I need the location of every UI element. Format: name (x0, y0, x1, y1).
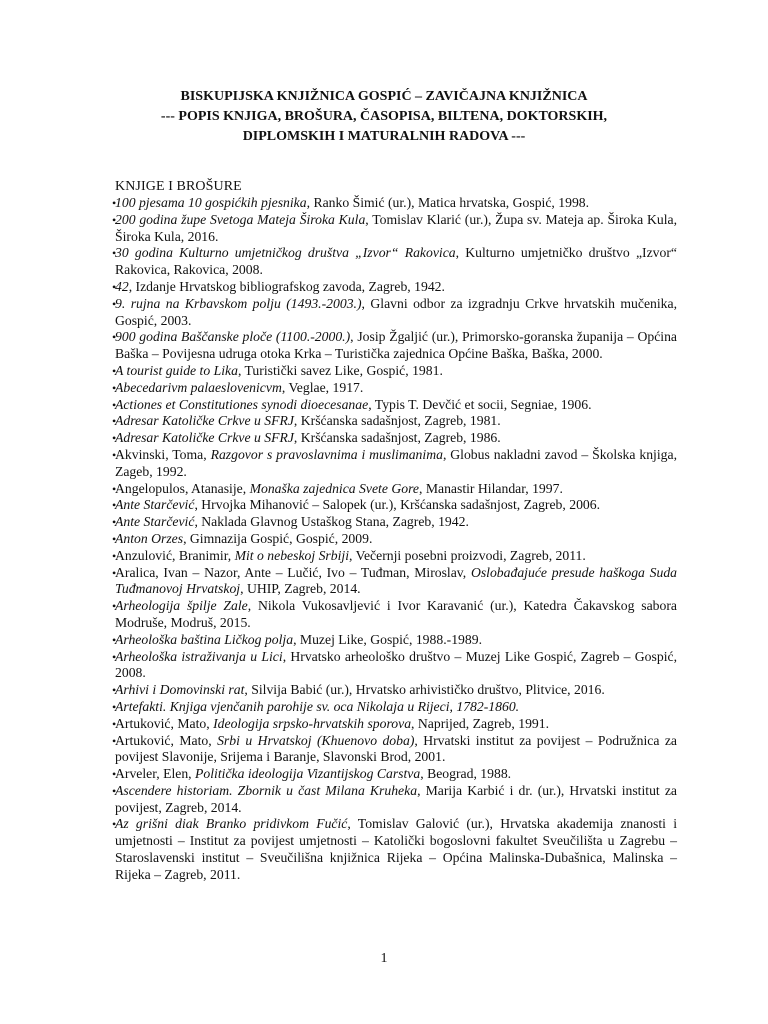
list-item (112, 362, 677, 380)
entry-publication: , Beograd, 1988. (420, 766, 512, 782)
entry-publication: , Hrvatski institut za povijest – Podružnica za povijest Slavonije, Srijema i Baranje, Slavonski Brod, 2001. (115, 732, 677, 765)
list-item (112, 295, 678, 330)
entry-text (115, 212, 677, 246)
entry-text (115, 481, 677, 498)
page-number: 1 (380, 951, 388, 966)
entry-text (115, 531, 677, 548)
entry-publication: , Izdanje Hrvatskog bibliografskog zavoda, Zagreb, 1942. (128, 278, 445, 294)
entry-title: Actiones et Constitutiones synodi dioecesanae (115, 396, 369, 412)
entry-publication: , Nikola Vukosavljević i Ivor Karavanić (ur.), Katedra Čakavskog sabora Modruše, Modruš, 2015. (115, 598, 677, 630)
bullet-icon: • (112, 481, 117, 496)
entry-author: Artuković, Mato, (115, 715, 214, 731)
entry-text (115, 716, 677, 733)
title-line-2: --- POPIS KNJIGA, BROŠURA, ČASOPISA, BILTENA, DOKTORSKIH, (160, 109, 608, 124)
list-item (112, 480, 677, 498)
list-item (112, 816, 678, 883)
list-item (112, 245, 677, 279)
entry-title: Arheologija špilje Zale (115, 598, 248, 614)
entry-publication: , Silvija Babić (ur.), Hrvatsko arhivističko društvo, Plitvice, 2016. (244, 682, 605, 698)
bullet-icon: • (112, 599, 117, 614)
entry-text (115, 816, 677, 883)
entry-publication: , Naprijed, Zagreb, 1991. (411, 715, 550, 731)
entry-title: 200 godina župe Svetoga Mateja Široka Kula (115, 211, 366, 227)
entry-author: Arveler, Elen, (115, 766, 196, 782)
entry-title: 9. rujna na Krbavskom polju (1493.-2003.) (115, 295, 362, 311)
entry-text (115, 296, 677, 330)
entry-publication: , Tomislav Galović (ur.), Hrvatska akademija znanosti i umjetnosti – Institut za povijest umjetnosti – Katolički bogoslovni fakultet Sveučilišta u Zagrebu – Staroslavenski institut – Sveučilišna knjižnica Rijeka – Općina Malinska-Dubašnica, Malinska – Rijeka – Zagreb, 2011. (115, 816, 678, 882)
entry-text (115, 245, 677, 279)
entry-text (115, 598, 677, 632)
entry-title: Arheološka istraživanja u Lici (115, 648, 283, 664)
entry-title: Ante Starčević (115, 514, 195, 530)
document-title (100, 87, 668, 147)
list-item (112, 413, 677, 430)
entry-title: Ante Starčević (115, 497, 195, 513)
entry-text (115, 766, 677, 783)
entry-title: Mit o nebeskoj Srbiji (234, 547, 350, 563)
entry-publication: , Naklada Glavnog Ustaškog Stana, Zagreb, 1942. (194, 514, 469, 530)
list-item (112, 698, 677, 716)
entry-title: Politička ideologija Vizantijskog Carstva (195, 766, 421, 782)
entry-author: Aralica, Ivan – Nazor, Ante – Lučić, Ivo – Tuđman, Miroslav, (115, 564, 471, 580)
list-item (112, 648, 677, 683)
entry-text (115, 497, 677, 514)
bullet-icon: • (112, 196, 117, 210)
entry-publication: , Glavni odbor za izgradnju Crkve hrvatskih mučenika, Gospić, 2003. (115, 295, 678, 328)
entry-title: Artefakti. Knjiga vjenčanih parohije sv. oca Nikolaja u Rijeci, 1782-1860. (115, 698, 520, 714)
list-item (112, 430, 677, 447)
entry-text (115, 783, 677, 817)
list-item (112, 497, 677, 514)
entry-title: A tourist guide to Lika (115, 362, 238, 378)
entry-text (115, 649, 677, 683)
list-item (112, 514, 677, 531)
entry-publication: , Hrvojka Mihanović – Salopek (ur.), Kršćanska sadašnjost, Zagreb, 2006. (194, 497, 601, 513)
list-item (112, 564, 678, 599)
entry-publication: , Manastir Hilandar, 1997. (418, 480, 563, 496)
bullet-icon: • (112, 246, 117, 261)
entry-title: 900 godina Baščanske ploče (1100.-2000.) (115, 329, 351, 345)
entry-publication: , Turistički savez Like, Gospić, 1981. (237, 362, 443, 378)
bullet-icon: • (112, 565, 117, 580)
entry-text (115, 514, 677, 531)
entry-text (115, 447, 677, 481)
bullet-icon: • (112, 363, 117, 378)
entry-publication: , Kršćanska sadašnjost, Zagreb, 1981. (293, 413, 501, 429)
entry-title: Anton Orzes (115, 530, 184, 546)
list-item (112, 379, 677, 397)
entry-text (115, 430, 677, 447)
bullet-icon: • (112, 414, 117, 429)
bullet-icon: • (112, 397, 117, 412)
title-line-3: DIPLOMSKIH I MATURALNIH RADOVA --- (242, 129, 526, 144)
list-item (112, 195, 677, 212)
entry-title: Ideologija srpsko-hrvatskih sporova (213, 715, 412, 731)
bullet-icon: • (112, 683, 117, 698)
entry-text (115, 329, 677, 363)
bullet-icon: • (112, 733, 117, 748)
entry-title: 100 pjesama 10 gospićkih pjesnika (115, 195, 307, 210)
entry-publication: , Tomislav Klarić (ur.), Župa sv. Mateja ap. Široka Kula, Široka Kula, 2016. (115, 211, 677, 244)
list-item (112, 715, 677, 733)
bullet-icon: • (112, 498, 117, 513)
bullet-icon: • (112, 817, 117, 832)
entry-title: Az grišni diak Branko pridivkom Fučić (115, 816, 348, 832)
entry-author: Akvinski, Toma, (115, 446, 211, 462)
bullet-icon: • (112, 649, 117, 664)
entry-title: 42 (115, 278, 129, 294)
entry-publication: , Muzej Like, Gospić, 1988.-1989. (293, 631, 482, 647)
entry-text (115, 397, 677, 414)
bullet-icon: • (112, 767, 117, 782)
section-heading: KNJIGE I BROŠURE (115, 179, 242, 194)
entry-author: Artuković, Mato, (115, 732, 218, 748)
entry-publication: , UHIP, Zagreb, 2014. (240, 581, 361, 597)
list-item (112, 396, 677, 414)
bullet-icon: • (112, 548, 117, 563)
bullet-icon: • (112, 447, 117, 462)
bullet-icon: • (112, 431, 117, 446)
list-item (112, 598, 677, 632)
entry-publication: , Typis T. Devčić et socii, Segniae, 1906. (368, 396, 592, 412)
entry-text (115, 380, 677, 397)
entry-publication: , Veglae, 1917. (281, 379, 364, 395)
entry-publication: , Gimnazija Gospić, Gospić, 2009. (183, 530, 373, 546)
entry-text (115, 413, 677, 430)
list-item (112, 547, 677, 565)
bullet-icon: • (112, 531, 117, 546)
entry-publication: , Ranko Šimić (ur.), Matica hrvatska, Gospić, 1998. (306, 195, 590, 210)
entry-publication: , Kršćanska sadašnjost, Zagreb, 1986. (293, 430, 501, 446)
entry-publication: , Hrvatsko arheološko društvo – Muzej Like Gospić, Zagreb – Gospić, 2008. (115, 648, 677, 681)
list-item (112, 446, 677, 481)
bullet-icon: • (112, 330, 117, 345)
bullet-icon: • (112, 699, 117, 714)
bullet-icon: • (112, 783, 117, 798)
bullet-icon: • (112, 515, 117, 530)
list-item (112, 278, 677, 296)
entry-title: Arheološka baština Ličkog polja (115, 631, 294, 647)
bullet-icon: • (112, 212, 117, 227)
entry-author: Angelopulos, Atanasije, (115, 480, 250, 496)
bullet-icon: • (112, 296, 117, 311)
list-item (112, 732, 677, 767)
entry-text (115, 733, 677, 767)
entry-title: Oslobađajuće presude haškoga Suda Tuđmanovoj Hrvatskoj (115, 564, 678, 597)
entry-title: Monaška zajednica Svete Gore (249, 480, 419, 496)
entry-title: Srbi u Hrvatskoj (Khuenovo doba) (217, 732, 415, 748)
bullet-icon: • (112, 380, 117, 395)
bullet-icon: • (112, 279, 117, 294)
entry-publication: , Globus nakladni zavod – Školska knjiga, Zageb, 1992. (115, 446, 677, 479)
entry-publication: , Večernji posebni proizvodi, Zagreb, 2011. (349, 547, 586, 563)
bullet-icon: • (112, 716, 117, 731)
entry-text (115, 565, 677, 599)
entry-text (115, 682, 677, 699)
entry-title: Ascendere historiam. Zbornik u čast Milana Kruheka (115, 782, 418, 798)
entry-text (115, 279, 677, 296)
entry-text (115, 363, 677, 380)
entry-title: 30 godina Kulturno umjetničkog društva „Izvor“ Rakovica (115, 245, 456, 261)
bibliography-list (112, 195, 678, 884)
entry-publication: , Kulturno umjetničko društvo „Izvor“ Rakovica, Rakovica, 2008. (115, 245, 677, 278)
entry-publication: , Josip Žgaljić (ur.), Primorsko-goranska županija – Općina Baška – Povijesna udruga otoka Krka – Turistička zajednica Općine Baška, Baška, 2000. (115, 329, 678, 362)
entry-text (115, 548, 677, 565)
entry-author: Anzulović, Branimir, (115, 547, 235, 563)
entry-title: Arhivi i Domovinski rat (115, 682, 245, 698)
list-item (112, 766, 677, 783)
entry-title: Adresar Katoličke Crkve u SFRJ (115, 430, 294, 446)
entry-title: Abecedarivm palaeslovenicvm (115, 379, 282, 395)
entry-text (115, 195, 677, 212)
list-item (112, 530, 677, 548)
entry-text (115, 699, 677, 716)
entry-title: Adresar Katoličke Crkve u SFRJ (115, 413, 294, 429)
list-item (112, 329, 678, 363)
entry-title: Razgovor s pravoslavnima i muslimanima (210, 446, 443, 462)
entry-publication: , Marija Karbić i dr. (ur.), Hrvatski institut za povijest, Zagreb, 2014. (115, 782, 677, 815)
title-line-1: BISKUPIJSKA KNJIŽNICA GOSPIĆ – ZAVIČAJNA KNJIŽNICA (180, 89, 588, 104)
list-item (112, 682, 677, 699)
bullet-icon: • (112, 632, 117, 647)
list-item (112, 782, 677, 817)
list-item (112, 211, 677, 246)
list-item (112, 631, 677, 649)
entry-text (115, 632, 677, 649)
